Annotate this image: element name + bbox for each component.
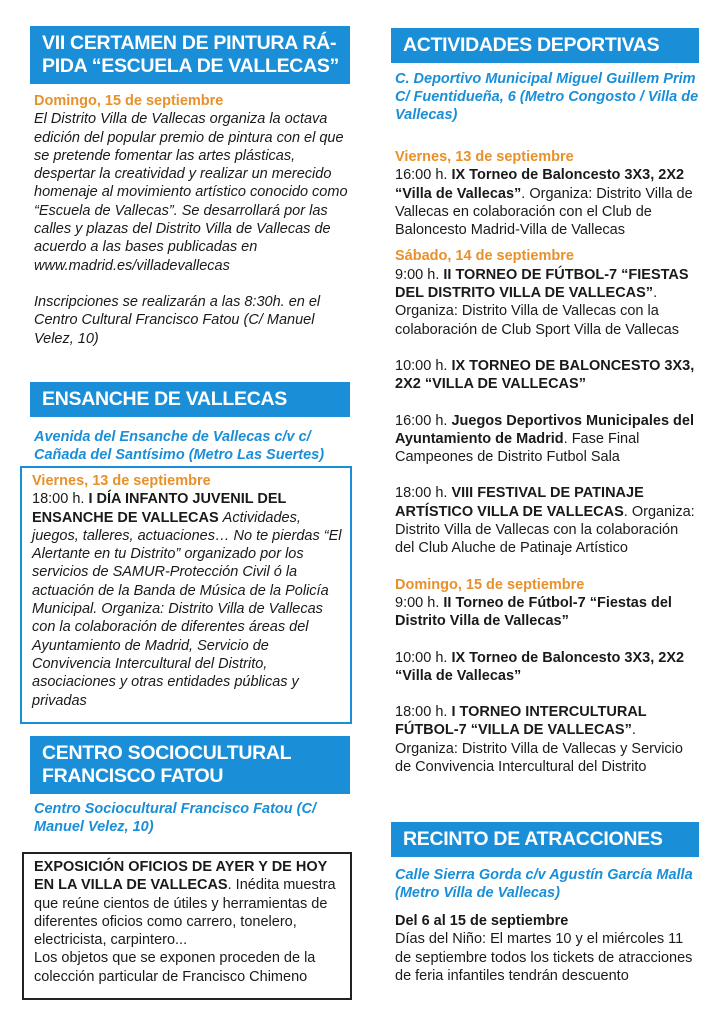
section-header-ensanche: ENSANCHE DE VALLECAS xyxy=(30,382,350,417)
deportes-event-3: 10:00 h. IX TORNEO DE BALONCESTO 3X3, 2X2 “VILLA DE VALLECAS” xyxy=(395,357,695,393)
section-header-recinto: RECINTO DE ATRACCIONES xyxy=(391,822,699,857)
ensanche-date: Viernes, 13 de septiembre xyxy=(32,473,211,489)
ensanche-event-title: I DÍA INFANTO JUVENIL DEL ENSANCHE DE VALLECAS xyxy=(32,491,287,526)
centro-event xyxy=(34,858,346,986)
deportes-event-2: 9:00 h. II TORNEO DE FÚTBOL-7 “FIESTAS DEL DISTRITO VILLA DE VALLECAS”. Organiza: Distrito Villa de Vallecas con la colaboración de Club Sport Villa de Vallecas xyxy=(395,266,689,338)
deportes-event-6: 9:00 h. II Torneo de Fútbol-7 “Fiestas del Distrito Villa de Vallecas” xyxy=(395,594,672,630)
deportes-location: C. Deportivo Municipal Miguel Guillem Prim C/ Fuentidueña, 6 (Metro Congosto / Villa de Vallecas) xyxy=(395,71,699,123)
deportes-event-7: 10:00 h. IX Torneo de Baloncesto 3X3, 2X2 “Villa de Vallecas” xyxy=(395,649,685,684)
recinto-content xyxy=(395,912,701,985)
centro-location: Centro Sociocultural Francisco Fatou (C/ Manuel Velez, 10) xyxy=(34,801,316,835)
deportes-event-5: 18:00 h. VIII FESTIVAL DE PATINAJE ARTÍSTICO VILLA DE VALLECAS. Organiza: Distrito Villa de Vallecas con la colaboración del Club Aluche de Patinaje Artístico xyxy=(395,485,695,557)
centro-body1: . Inédita muestra que reúne cientos de útiles y herramientas de diferentes oficios como carrero, tonelero, electricista, carpintero... xyxy=(34,877,336,949)
recinto-location: Calle Sierra Gorda c/v Agustín García Malla (Metro Villa de Vallecas) xyxy=(395,867,693,901)
centro-event-title: EXPOSICIÓN OFICIOS DE AYER Y DE HOY EN LA VILLA DE VALLECAS xyxy=(34,859,328,894)
section-header-centro: CENTRO SOCIOCULTURAL FRANCISCO FATOU xyxy=(30,736,350,794)
deportes-date3: Domingo, 15 de septiembre xyxy=(395,576,585,593)
deportes-date1: Viernes, 13 de septiembre xyxy=(395,149,574,165)
deportes-event-1: 16:00 h. IX Torneo de Baloncesto 3X3, 2X2 “Villa de Vallecas”. Organiza: Distrito Villa de Vallecas en colaboración con el Club de Baloncesto Madrid-Villa de Vallecas xyxy=(395,167,693,239)
recinto-date: Del 6 al 15 de septiembre xyxy=(395,913,569,929)
section-header-certamen: VII CERTAMEN DE PINTURA RÁ- PIDA “ESCUELA DE VALLECAS” xyxy=(30,26,350,84)
section-header-deportes: ACTIVIDADES DEPORTIVAS xyxy=(391,28,699,63)
recinto-body: Días del Niño: El martes 10 y el miércoles 11 de septiembre todos los tickets de atracciones de feria infantiles tendrán descuento xyxy=(395,931,693,984)
ensanche-event-body: Actividades, juegos, talleres, actuaciones… No te pierdas “El Alertante en tu Distrito” organizado por los servicios de SAMUR-Protección Civil ó la actuación de la Banda de Música de la Policía Municipal. Organiza: Distrito Villa de Vallecas con la colaboración de diferentes áreas del Ayuntamiento de Madrid, Servicio de Convivencia Intercultural del Distrito, asociaciones y otras entidades públicas y privadas xyxy=(32,509,342,709)
ensanche-location: Avenida del Ensanche de Vallecas c/v c/ Cañada del Santísimo (Metro Las Suertes) xyxy=(34,429,325,463)
deportes-event-8: 18:00 h. I TORNEO INTERCULTURAL FÚTBOL-7 “VILLA DE VALLECAS”. Organiza: Distrito Villa de Vallecas y Servicio de Convivencia Intercultural del Distrito xyxy=(395,704,683,776)
certamen-inscripciones: Inscripciones se realizarán a las 8:30h. en el Centro Cultural Francisco Fatou (C/ Manuel Velez, 10) xyxy=(34,293,321,347)
centro-body2: Los objetos que se exponen proceden de la colección particular de Francisco Chimeno xyxy=(34,950,316,985)
ensanche-time: 18:00 h. xyxy=(32,491,85,508)
certamen-content xyxy=(34,92,352,348)
ensanche-event xyxy=(32,472,346,710)
certamen-date: Domingo, 15 de septiembre xyxy=(34,93,224,109)
deportes-date2: Sábado, 14 de septiembre xyxy=(395,248,574,265)
deportes-event-4: 16:00 h. Juegos Deportivos Municipales del Ayuntamiento de Madrid. Fase Final Campeones de Distrito Futbol Sala xyxy=(395,412,694,466)
certamen-body: El Distrito Villa de Vallecas organiza la octava edición del popular premio de pintura con el que se pretende fomentar las artes plásticas, despertar la creatividad y realizar un merecido homenaje al movimiento artístico conocido como “Escuela de Vallecas”. Se desarrollará por las calles y plazas del Distrito Villa de Vallecas de acuerdo a las bases publicadas en www.madrid.es/villadevallecas xyxy=(34,111,348,274)
deportes-events xyxy=(395,148,701,776)
